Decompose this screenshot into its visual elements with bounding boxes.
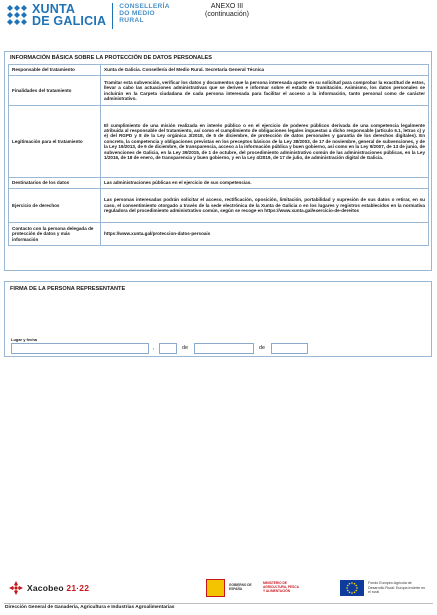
row-key: Contacto con la persona delegada de protección de datos y más información xyxy=(9,223,101,246)
row-value: Las personas interesadas podrán solicitar el acceso, rectificación, oposición, limitación, portabilidad y supresión de sus datos o retirar, en su caso, el consentimiento otorgado a través de la sede electrónica de la Xunta de Galicia o en los lugares y registros establecidos en la normativa reguladora del procedimiento administrativo común, según se recoge en https://www.xunta.gal/exercicio-de-dereitos xyxy=(101,189,429,223)
spain-government-text: GOBIERNO DE ESPAÑA xyxy=(229,583,252,591)
xacobeo-logo xyxy=(8,580,89,596)
conselleria-line2: DO MEDIO xyxy=(119,10,155,18)
footer-logos xyxy=(0,579,437,601)
row-key: Responsable del tratamiento xyxy=(9,65,101,76)
row-key: Finalidades del tratamiento xyxy=(9,76,101,106)
signature-title: FIRMA DE LA PERSONA REPRESENTANTE xyxy=(10,286,126,292)
table-row xyxy=(9,178,429,189)
conselleria-line3: RURAL xyxy=(119,17,144,25)
row-value: Tramitar esta subvención, verificar los datos y documentos que la persona interesada aporte en su solicitud para comprobar la exactitud de estos, llevar a cabo las actuaciones administrativas que se deriven e informar sobre el estado de tramitación. Asimismo, los datos personales se incluirán en la Carpeta ciudadana de cada persona interesada para facilitar el acceso a la información, tanto personal como de carácter administrativo. xyxy=(101,76,429,106)
spain-government-logo xyxy=(206,579,299,597)
annex-title: ANEXO III xyxy=(210,3,244,10)
xacobeo-year: 21·22 xyxy=(66,583,90,593)
spain-shield-icon xyxy=(206,579,225,597)
signature-section xyxy=(4,281,432,357)
place-field[interactable] xyxy=(11,343,149,354)
de-separator-1: de xyxy=(182,345,188,351)
xacobeo-text xyxy=(27,583,89,593)
xunta-line2: DE GALICIA xyxy=(32,14,107,28)
data-protection-section xyxy=(4,51,432,271)
table-row xyxy=(9,106,429,178)
footer-divider xyxy=(4,603,433,604)
year-field[interactable] xyxy=(271,343,308,354)
conselleria-line1: CONSELLERÍA xyxy=(119,3,170,10)
row-key: Destinatarios de los datos xyxy=(9,178,101,189)
eu-feader-logo xyxy=(340,580,428,596)
month-field[interactable] xyxy=(194,343,254,354)
row-value[interactable] xyxy=(101,223,429,246)
eu-feader-text: Fondo Europeo Agrícola de Desarrollo Rural: Europa invierte en el rural xyxy=(368,581,426,595)
data-protection-table xyxy=(8,64,429,246)
table-row xyxy=(9,223,429,246)
de-separator-2: de xyxy=(259,345,265,351)
row-value: El cumplimiento de una misión realizada en interés público o en el ejercicio de poderes públicos derivada de una competencia legalmente atribuida al responsable del tratamiento, así como el cumplimiento de obligaciones legales impuestas a dicho responsable (artículo 6.1, letras c) y e) del RGPD y 8 de la Ley orgánica 3/2018, de 5 de diciembre, de protección de datos personales y garantía de los derechos digitales). En concreto, la competencia y obligaciones previstas en los preceptos básicos de la Ley 38/2003, de 17 de noviembre, general de subvenciones, y de la Ley 19/2013, de 9 de diciembre, de transparencia, acceso a la información pública y buen gobierno, así como en la Ley 9/2007, de 13 de junio, de subvenciones de Galicia, en la Ley 39/2015, de 1 de octubre, del procedimiento administrativo común de las administraciones públicas, en la Ley 1/2016, de 18 de enero, de transparencia y buen gobierno, y en la Ley 4/2019, de 17 de julio, de administración digital de Galicia. xyxy=(101,106,429,178)
table-row xyxy=(9,76,429,106)
header xyxy=(6,3,170,33)
row-value: Las administraciones públicas en el ejercicio de sus competencias. xyxy=(101,178,429,189)
spain-ministry-text: MINISTERIO DE AGRICULTURA, PESCA Y ALIMENTACIÓN xyxy=(263,581,299,593)
header-divider xyxy=(112,3,113,29)
eu-flag-icon xyxy=(340,580,364,596)
row-value: Xunta de Galicia. Consellería del Medio Rural. Secretaría General Técnica xyxy=(101,65,429,76)
table-row xyxy=(9,189,429,223)
xunta-emblem-icon xyxy=(6,3,28,29)
comma-separator: , xyxy=(153,345,155,351)
xacobeo-icon xyxy=(8,580,24,596)
annex-subtitle: (continuación) xyxy=(205,11,249,18)
xunta-line1: XUNTA xyxy=(32,2,76,16)
annex-heading xyxy=(205,3,249,19)
place-date-label: Lugar y fecha xyxy=(11,337,38,342)
table-row xyxy=(9,65,429,76)
xunta-logo-text xyxy=(32,3,106,27)
day-field[interactable] xyxy=(159,343,177,354)
footer-direction: Dirección General de Ganadería, Agricultura e Industrias Agroalimentarias xyxy=(5,605,175,610)
row-key: Ejercicio de derechos xyxy=(9,189,101,223)
data-protection-title: INFORMACIÓN BÁSICA SOBRE LA PROTECCIÓN DE DATOS PERSONALES xyxy=(10,55,213,61)
row-key: Legitimación para el tratamiento xyxy=(9,106,101,178)
conselleria-name xyxy=(119,3,170,25)
privacy-link[interactable]: https://www.xunta.gal/proteccion-datos-persoais xyxy=(104,231,211,237)
xacobeo-name: Xacobeo xyxy=(27,583,64,593)
